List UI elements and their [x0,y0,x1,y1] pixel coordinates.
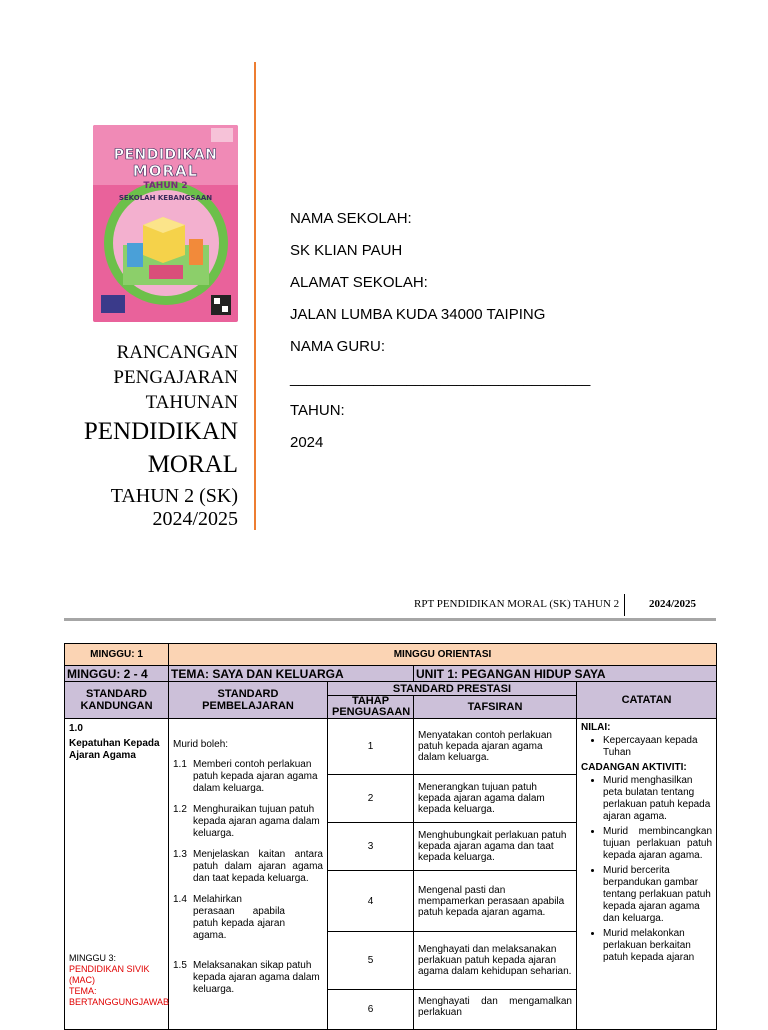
title-line-6: TAHUN 2 (SK) [110,485,238,507]
sp-cell [169,719,328,1030]
sp-number: 1.3 [173,849,187,860]
sp-item [173,849,323,885]
sp-item [173,960,323,996]
tp-cell: 2 [328,775,414,823]
header-sk: STANDARD KANDUNGAN [65,682,169,719]
page-header-year: 2024/2025 [649,598,697,610]
header-prestasi: STANDARD PRESTASI [328,682,577,696]
address-value: JALAN LUMBA KUDA 34000 TAIPING [290,306,546,323]
unit-cell: UNIT 1: PEGANGAN HIDUP SAYA [414,666,717,682]
aktiviti-label: CADANGAN AKTIVITI: [581,762,687,773]
header-separator [624,594,625,616]
side-note-week: MINGGU 3: [69,953,117,963]
sp-text: Melaksanakan sikap patuh kepada ajaran agama dalam keluarga. [193,960,320,995]
header-tahap: TAHAP PENGUASAAN [328,696,414,719]
tema-cell: TEMA: SAYA DAN KELUARGA [169,666,414,682]
page-header-title: RPT PENDIDIKAN MORAL (SK) TAHUN 2 [414,598,620,610]
header-rule [64,618,716,621]
year-value: 2024 [290,434,324,451]
sp-item [173,804,323,840]
sp-text: Melahirkan perasaan apabila patuh kepada ajaran agama. [193,894,285,941]
address-label: ALAMAT SEKOLAH: [290,274,428,291]
table-row [65,719,717,775]
sp-item [173,759,323,795]
sp-item [173,894,285,942]
catatan-cell [577,719,717,1030]
tp-cell: 6 [328,990,414,1030]
cover-title-2: MORAL [132,162,199,180]
side-note-tema: TEMA: [69,986,97,996]
title-line-2: PENGAJARAN [113,367,238,388]
teacher-value: ____________________________________ [290,370,591,387]
side-note-tema-value: BERTANGGUNGJAWAB [69,997,170,1007]
header-catatan: CATATAN [577,682,717,719]
sp-number: 1.5 [173,960,187,971]
sk-number: 1.0 [69,723,83,734]
table-row [65,644,717,666]
sk-cell [65,719,169,1030]
nilai-item: • Kepercayaan kepada Tuhan [603,735,712,759]
sp-number: 1.4 [173,894,187,905]
tafsiran-cell: Mengenal pasti dan mempamerkan perasaan apabila patuh kepada ajaran agama. [414,871,577,932]
vertical-divider [254,62,256,530]
tafsiran-cell: Menyatakan contoh perlakuan patuh kepada ajaran agama dalam keluarga. [414,719,577,775]
school-label: NAMA SEKOLAH: [290,210,412,227]
tp-cell: 1 [328,719,414,775]
tafsiran-cell: Menghayati dan melaksanakan perlakuan patuh kepada ajaran agama dalam kehidupan seharian. [414,932,577,990]
sp-number: 1.2 [173,804,187,815]
teacher-label: NAMA GURU: [290,338,386,355]
sp-text: Memberi contoh perlakuan patuh kepada ajaran agama dalam keluarga. [193,759,318,794]
tafsiran-cell: Menerangkan tujuan patuh kepada ajaran agama dalam kepada keluarga. [414,775,577,823]
nilai-label: NILAI: [581,722,611,733]
cover-school-type: SEKOLAH KEBANGSAAN [118,194,213,202]
title-line-5: MORAL [147,451,238,478]
side-note [69,953,169,1008]
title-line-4: PENDIDIKAN [83,418,238,445]
year-label: TAHUN: [290,402,345,419]
document-title [38,340,238,530]
aktiviti-list [581,775,712,964]
aktiviti-item: • Murid membincangkan tujuan perlakuan patuh kepada ajaran agama. [603,826,712,862]
aktiviti-item: • Murid menghasilkan peta bulatan tentang perlakuan patuh kepada ajaran agama. [603,775,712,823]
table-row [65,666,717,682]
week-2-4-cell: MINGGU: 2 - 4 [65,666,169,682]
title-line-7: 2024/2025 [152,508,238,530]
sp-text: Menghuraikan tujuan patuh kepada ajaran agama dalam keluarga. [193,804,320,839]
aktiviti-item: • Murid melakonkan perlakuan berkaitan patuh kepada ajaran [603,928,712,964]
cover-grade: TAHUN 2 [143,181,188,191]
header-tafsiran: TAFSIRAN [414,696,577,719]
tafsiran-cell: Menghubungkait perlakuan patuh kepada ajaran agama dan taat kepada keluarga. [414,823,577,871]
tp-cell: 3 [328,823,414,871]
side-note-subject: PENDIDIKAN SIVIK (MAC) [69,964,150,985]
table-header-row [65,682,717,696]
school-info [290,203,590,459]
sp-text: Menjelaskan kaitan antara patuh dalam ajaran agama dan taat kepada keluarga. [193,849,323,884]
title-line-3: TAHUNAN [145,392,238,413]
tafsiran-cell: Menghayati dan mengamalkan perlakuan [414,990,577,1030]
sp-number: 1.1 [173,759,187,770]
school-value: SK KLIAN PAUH [290,242,403,259]
book-cover [93,125,238,322]
week-1-cell: MINGGU: 1 [65,644,169,666]
header-sp: STANDARD PEMBELAJARAN [169,682,328,719]
nilai-list [581,735,712,759]
orientation-cell: MINGGU ORIENTASI [169,644,717,666]
cover-title-1: PENDIDIKAN [113,147,218,163]
title-line-1: RANCANGAN [116,342,238,363]
sk-title: Kepatuhan Kepada Ajaran Agama [69,738,160,761]
tp-cell: 5 [328,932,414,990]
aktiviti-item: • Murid bercerita berpandukan gambar tentang perlakuan patuh kepada ajaran agama dan keluarga. [603,865,712,925]
sp-intro: Murid boleh: [173,739,229,750]
tp-cell: 4 [328,871,414,932]
rpt-table [64,643,717,1030]
